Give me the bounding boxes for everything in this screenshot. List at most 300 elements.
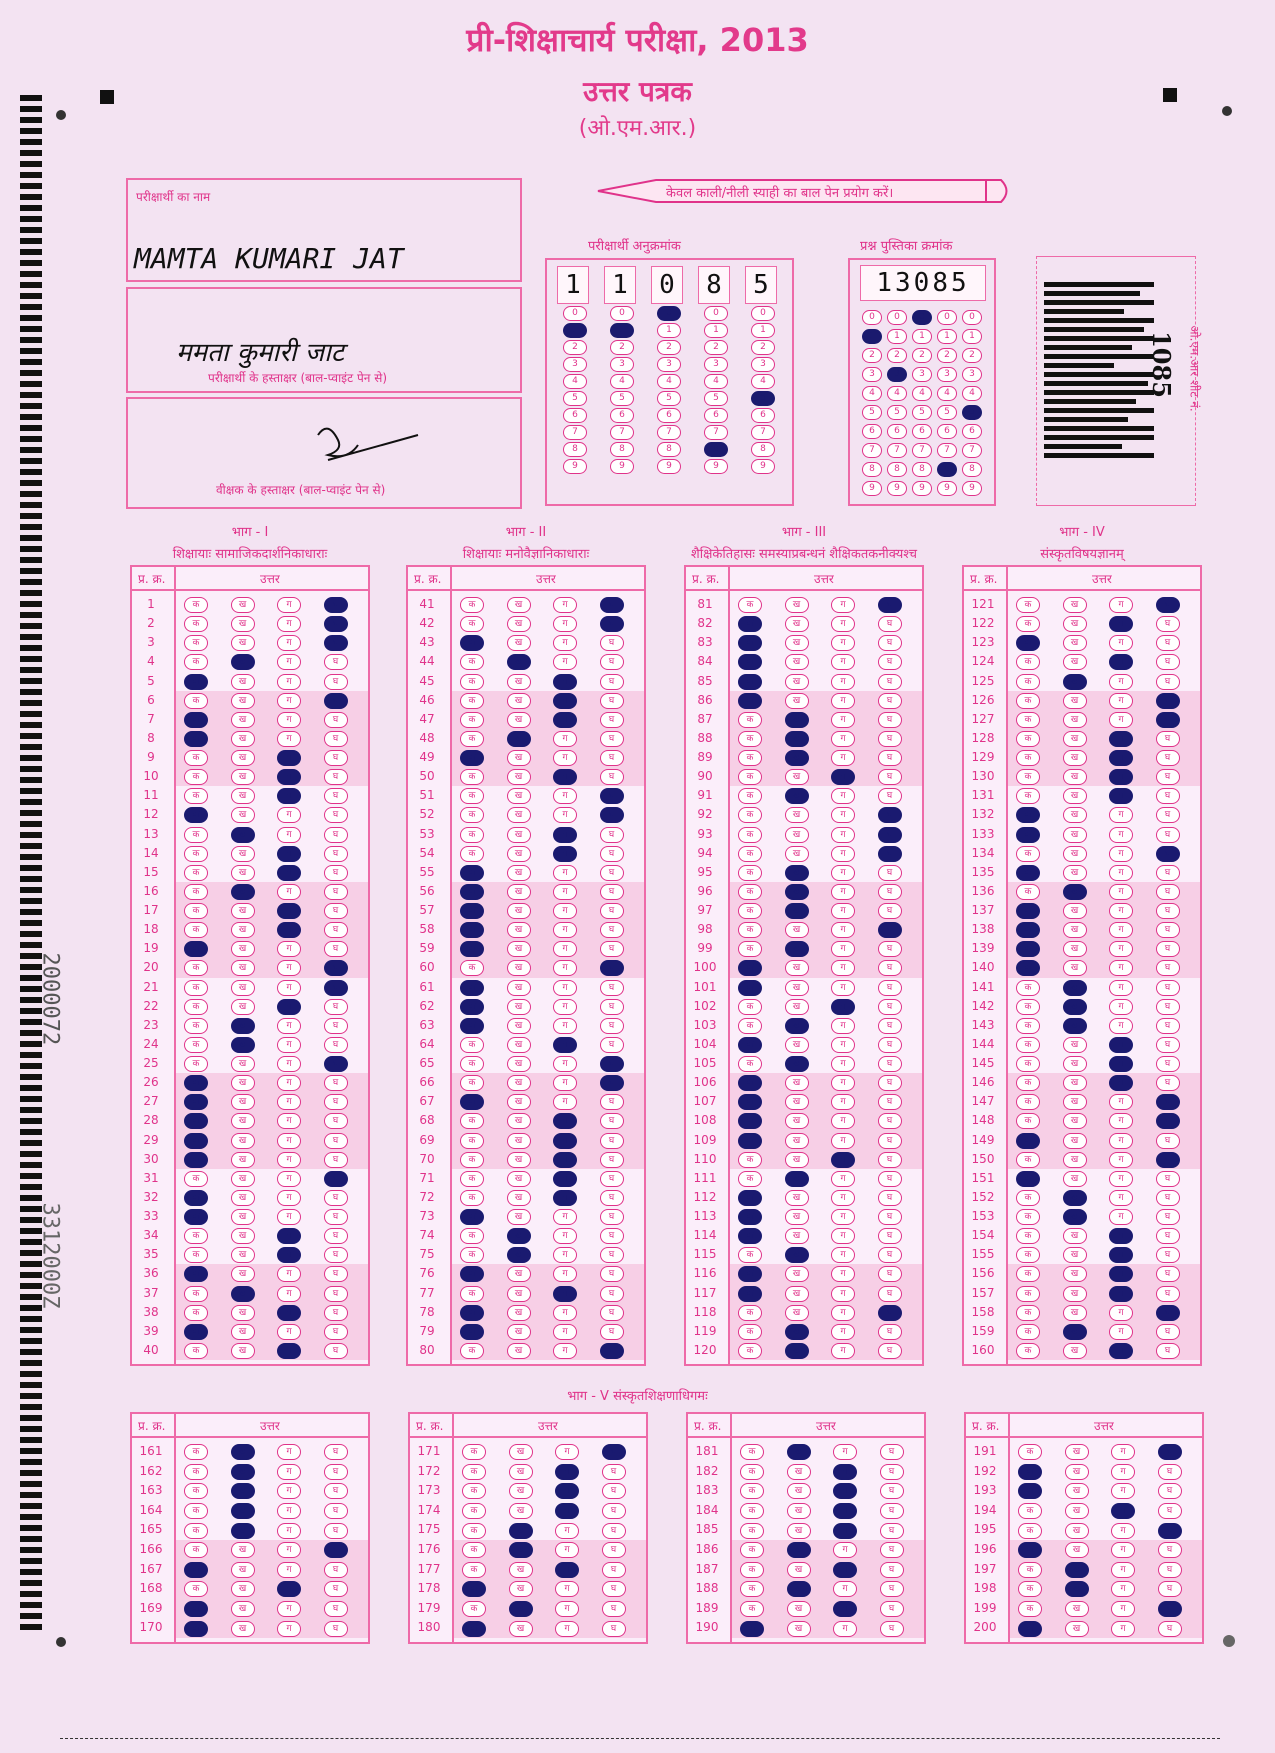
- answer-bubble[interactable]: घ: [324, 846, 348, 862]
- answer-bubble[interactable]: ख: [785, 750, 809, 766]
- answer-bubble[interactable]: ग: [1109, 1343, 1133, 1359]
- booklet-digit-bubble[interactable]: 3: [962, 367, 982, 382]
- answer-bubble[interactable]: ग: [831, 1152, 855, 1168]
- answer-bubble[interactable]: घ: [1156, 960, 1180, 976]
- answer-bubble[interactable]: घ: [878, 903, 902, 919]
- answer-bubble[interactable]: क: [184, 1266, 208, 1282]
- answer-bubble[interactable]: ख: [785, 1171, 809, 1187]
- answer-bubble[interactable]: घ: [600, 1018, 624, 1034]
- answer-bubble[interactable]: ख: [231, 941, 255, 957]
- answer-bubble[interactable]: ग: [555, 1621, 579, 1637]
- answer-bubble[interactable]: घ: [1156, 1266, 1180, 1282]
- answer-bubble[interactable]: घ: [324, 884, 348, 900]
- answer-bubble[interactable]: ख: [787, 1444, 811, 1460]
- answer-bubble[interactable]: ग: [1109, 1018, 1133, 1034]
- roll-digit-bubble[interactable]: 3: [563, 357, 587, 372]
- answer-bubble[interactable]: क: [184, 1094, 208, 1110]
- answer-bubble[interactable]: घ: [1156, 884, 1180, 900]
- answer-bubble[interactable]: ग: [553, 635, 577, 651]
- answer-bubble[interactable]: ख: [507, 1247, 531, 1263]
- answer-bubble[interactable]: ख: [231, 1562, 255, 1578]
- answer-bubble[interactable]: ख: [785, 674, 809, 690]
- answer-bubble[interactable]: ख: [231, 1266, 255, 1282]
- answer-bubble[interactable]: घ: [1158, 1621, 1182, 1637]
- booklet-digit-bubble[interactable]: 4: [962, 386, 982, 401]
- answer-bubble[interactable]: ग: [277, 769, 301, 785]
- answer-bubble[interactable]: घ: [600, 1343, 624, 1359]
- roll-digit-bubble[interactable]: 2: [657, 340, 681, 355]
- roll-digit-box[interactable]: 8: [698, 266, 730, 304]
- answer-bubble[interactable]: क: [738, 750, 762, 766]
- answer-bubble[interactable]: घ: [878, 1018, 902, 1034]
- booklet-digit-bubble[interactable]: 2: [962, 348, 982, 363]
- answer-bubble[interactable]: क: [184, 865, 208, 881]
- answer-bubble[interactable]: ख: [785, 1343, 809, 1359]
- booklet-digit-bubble[interactable]: 1: [887, 329, 907, 344]
- answer-bubble[interactable]: क: [1016, 865, 1040, 881]
- answer-bubble[interactable]: घ: [600, 999, 624, 1015]
- answer-bubble[interactable]: क: [184, 903, 208, 919]
- answer-bubble[interactable]: ग: [831, 941, 855, 957]
- answer-bubble[interactable]: ग: [1109, 1324, 1133, 1340]
- answer-bubble[interactable]: ग: [831, 1190, 855, 1206]
- answer-bubble[interactable]: घ: [878, 693, 902, 709]
- roll-digit-bubble[interactable]: 5: [610, 391, 634, 406]
- answer-bubble[interactable]: ग: [831, 1324, 855, 1340]
- answer-bubble[interactable]: क: [460, 597, 484, 613]
- answer-bubble[interactable]: ग: [553, 597, 577, 613]
- answer-bubble[interactable]: ग: [833, 1464, 857, 1480]
- answer-bubble[interactable]: क: [1016, 807, 1040, 823]
- answer-bubble[interactable]: घ: [600, 1075, 624, 1091]
- answer-bubble[interactable]: ख: [231, 922, 255, 938]
- answer-bubble[interactable]: ख: [1065, 1621, 1089, 1637]
- answer-bubble[interactable]: घ: [600, 903, 624, 919]
- answer-bubble[interactable]: क: [184, 597, 208, 613]
- roll-digit-bubble[interactable]: 8: [563, 442, 587, 457]
- answer-bubble[interactable]: ग: [1109, 750, 1133, 766]
- answer-bubble[interactable]: ख: [231, 1190, 255, 1206]
- answer-bubble[interactable]: क: [738, 980, 762, 996]
- answer-bubble[interactable]: ख: [231, 865, 255, 881]
- answer-bubble[interactable]: घ: [880, 1444, 904, 1460]
- answer-bubble[interactable]: क: [184, 999, 208, 1015]
- answer-bubble[interactable]: क: [184, 712, 208, 728]
- answer-bubble[interactable]: ख: [1065, 1542, 1089, 1558]
- answer-bubble[interactable]: क: [738, 922, 762, 938]
- answer-bubble[interactable]: क: [1018, 1444, 1042, 1460]
- answer-bubble[interactable]: घ: [1156, 1286, 1180, 1302]
- answer-bubble[interactable]: घ: [324, 1133, 348, 1149]
- answer-bubble[interactable]: ख: [785, 1075, 809, 1091]
- answer-bubble[interactable]: घ: [324, 750, 348, 766]
- answer-bubble[interactable]: ख: [785, 884, 809, 900]
- answer-bubble[interactable]: ग: [555, 1503, 579, 1519]
- answer-bubble[interactable]: ग: [831, 731, 855, 747]
- answer-bubble[interactable]: क: [184, 1133, 208, 1149]
- answer-bubble[interactable]: ख: [507, 1113, 531, 1129]
- answer-bubble[interactable]: घ: [602, 1464, 626, 1480]
- answer-bubble[interactable]: ग: [833, 1581, 857, 1597]
- answer-bubble[interactable]: घ: [324, 980, 348, 996]
- answer-bubble[interactable]: ग: [555, 1562, 579, 1578]
- answer-bubble[interactable]: ख: [507, 903, 531, 919]
- answer-bubble[interactable]: क: [1016, 1171, 1040, 1187]
- answer-bubble[interactable]: घ: [878, 731, 902, 747]
- answer-bubble[interactable]: क: [738, 1266, 762, 1282]
- answer-bubble[interactable]: क: [184, 1464, 208, 1480]
- answer-bubble[interactable]: क: [184, 1056, 208, 1072]
- roll-digit-bubble[interactable]: 4: [704, 374, 728, 389]
- answer-bubble[interactable]: क: [1016, 654, 1040, 670]
- answer-bubble[interactable]: घ: [878, 846, 902, 862]
- answer-bubble[interactable]: ख: [787, 1523, 811, 1539]
- answer-bubble[interactable]: घ: [1156, 1018, 1180, 1034]
- booklet-digit-bubble[interactable]: 5: [962, 405, 982, 420]
- answer-bubble[interactable]: ख: [507, 693, 531, 709]
- booklet-digit-bubble[interactable]: 5: [937, 405, 957, 420]
- booklet-number-grid[interactable]: [848, 258, 996, 506]
- answer-bubble[interactable]: ग: [831, 1037, 855, 1053]
- answer-bubble[interactable]: घ: [600, 1228, 624, 1244]
- answer-bubble[interactable]: ख: [507, 1343, 531, 1359]
- answer-bubble[interactable]: ख: [785, 635, 809, 651]
- answer-bubble[interactable]: घ: [1156, 1305, 1180, 1321]
- answer-bubble[interactable]: ग: [1109, 1113, 1133, 1129]
- answer-bubble[interactable]: ग: [1109, 1171, 1133, 1187]
- roll-digit-bubble[interactable]: 1: [704, 323, 728, 338]
- answer-bubble[interactable]: घ: [1156, 1133, 1180, 1149]
- answer-bubble[interactable]: ग: [1111, 1503, 1135, 1519]
- answer-bubble[interactable]: क: [738, 731, 762, 747]
- answer-bubble[interactable]: क: [460, 1075, 484, 1091]
- answer-bubble[interactable]: क: [184, 941, 208, 957]
- answer-bubble[interactable]: क: [462, 1464, 486, 1480]
- answer-bubble[interactable]: घ: [1156, 1190, 1180, 1206]
- answer-bubble[interactable]: घ: [878, 1343, 902, 1359]
- answer-bubble[interactable]: ग: [277, 807, 301, 823]
- answer-bubble[interactable]: ग: [831, 788, 855, 804]
- answer-bubble[interactable]: ख: [1063, 788, 1087, 804]
- answer-bubble[interactable]: घ: [324, 1464, 348, 1480]
- answer-bubble[interactable]: क: [184, 1152, 208, 1168]
- answer-bubble[interactable]: ख: [507, 941, 531, 957]
- answer-bubble[interactable]: ग: [553, 865, 577, 881]
- answer-bubble[interactable]: घ: [878, 616, 902, 632]
- answer-bubble[interactable]: क: [740, 1601, 764, 1617]
- answer-bubble[interactable]: घ: [600, 1266, 624, 1282]
- answer-bubble[interactable]: घ: [1156, 903, 1180, 919]
- roll-digit-bubble[interactable]: 1: [657, 323, 681, 338]
- answer-bubble[interactable]: क: [1016, 1037, 1040, 1053]
- answer-bubble[interactable]: घ: [1156, 693, 1180, 709]
- answer-bubble[interactable]: क: [184, 1171, 208, 1187]
- answer-bubble[interactable]: क: [1016, 674, 1040, 690]
- answer-bubble[interactable]: घ: [602, 1621, 626, 1637]
- answer-bubble[interactable]: ख: [507, 999, 531, 1015]
- answer-bubble[interactable]: क: [460, 1190, 484, 1206]
- answer-bubble[interactable]: क: [462, 1601, 486, 1617]
- answer-bubble[interactable]: क: [460, 941, 484, 957]
- answer-bubble[interactable]: ग: [277, 1228, 301, 1244]
- answer-bubble[interactable]: क: [1016, 788, 1040, 804]
- answer-bubble[interactable]: घ: [878, 750, 902, 766]
- answer-bubble[interactable]: ख: [507, 1133, 531, 1149]
- answer-bubble[interactable]: घ: [600, 865, 624, 881]
- answer-bubble[interactable]: ग: [277, 1562, 301, 1578]
- answer-bubble[interactable]: ग: [831, 635, 855, 651]
- roll-digit-box[interactable]: 5: [745, 266, 777, 304]
- answer-bubble[interactable]: ख: [785, 827, 809, 843]
- answer-bubble[interactable]: ख: [231, 807, 255, 823]
- answer-bubble[interactable]: घ: [324, 597, 348, 613]
- answer-bubble[interactable]: क: [184, 1018, 208, 1034]
- answer-bubble[interactable]: ख: [231, 1503, 255, 1519]
- answer-bubble[interactable]: ख: [1063, 1075, 1087, 1091]
- answer-bubble[interactable]: घ: [602, 1562, 626, 1578]
- answer-bubble[interactable]: ख: [231, 1171, 255, 1187]
- answer-bubble[interactable]: क: [1016, 1056, 1040, 1072]
- answer-bubble[interactable]: क: [1018, 1601, 1042, 1617]
- booklet-digit-bubble[interactable]: 7: [912, 443, 932, 458]
- answer-bubble[interactable]: ग: [277, 750, 301, 766]
- answer-bubble[interactable]: ग: [831, 1133, 855, 1149]
- answer-bubble[interactable]: घ: [602, 1444, 626, 1460]
- answer-bubble[interactable]: घ: [1156, 827, 1180, 843]
- answer-bubble[interactable]: क: [184, 846, 208, 862]
- answer-bubble[interactable]: ख: [231, 980, 255, 996]
- answer-bubble[interactable]: क: [184, 1601, 208, 1617]
- answer-bubble[interactable]: क: [1016, 1018, 1040, 1034]
- answer-bubble[interactable]: क: [740, 1621, 764, 1637]
- answer-bubble[interactable]: क: [184, 769, 208, 785]
- answer-bubble[interactable]: ग: [1109, 1037, 1133, 1053]
- answer-bubble[interactable]: घ: [600, 1133, 624, 1149]
- answer-bubble[interactable]: ग: [1109, 1190, 1133, 1206]
- answer-bubble[interactable]: घ: [324, 1171, 348, 1187]
- answer-bubble[interactable]: घ: [1156, 941, 1180, 957]
- booklet-digit-bubble[interactable]: 5: [912, 405, 932, 420]
- answer-bubble[interactable]: घ: [1156, 846, 1180, 862]
- answer-bubble[interactable]: ग: [277, 1542, 301, 1558]
- answer-bubble[interactable]: क: [460, 1133, 484, 1149]
- answer-bubble[interactable]: क: [740, 1503, 764, 1519]
- answer-bubble[interactable]: ग: [1109, 1152, 1133, 1168]
- answer-bubble[interactable]: क: [738, 1075, 762, 1091]
- answer-bubble[interactable]: ग: [831, 1113, 855, 1129]
- answer-bubble[interactable]: क: [184, 807, 208, 823]
- answer-bubble[interactable]: घ: [878, 1037, 902, 1053]
- answer-bubble[interactable]: क: [460, 1094, 484, 1110]
- answer-bubble[interactable]: ख: [507, 865, 531, 881]
- answer-bubble[interactable]: घ: [600, 769, 624, 785]
- answer-bubble[interactable]: ग: [277, 1133, 301, 1149]
- answer-bubble[interactable]: ग: [831, 807, 855, 823]
- answer-bubble[interactable]: क: [460, 865, 484, 881]
- answer-bubble[interactable]: ग: [277, 1324, 301, 1340]
- roll-digit-bubble[interactable]: 4: [563, 374, 587, 389]
- answer-bubble[interactable]: क: [462, 1444, 486, 1460]
- answer-bubble[interactable]: ग: [553, 769, 577, 785]
- answer-bubble[interactable]: घ: [600, 1152, 624, 1168]
- answer-bubble[interactable]: क: [460, 635, 484, 651]
- answer-bubble[interactable]: घ: [1156, 1094, 1180, 1110]
- answer-bubble[interactable]: घ: [1156, 1324, 1180, 1340]
- answer-bubble[interactable]: क: [1016, 1266, 1040, 1282]
- roll-digit-bubble[interactable]: 5: [704, 391, 728, 406]
- answer-bubble[interactable]: क: [1016, 999, 1040, 1015]
- answer-bubble[interactable]: क: [1018, 1464, 1042, 1480]
- answer-bubble[interactable]: ख: [1063, 1152, 1087, 1168]
- answer-bubble[interactable]: ख: [785, 1228, 809, 1244]
- answer-bubble[interactable]: घ: [878, 1286, 902, 1302]
- answer-bubble[interactable]: घ: [600, 960, 624, 976]
- roll-digit-bubble[interactable]: 9: [751, 459, 775, 474]
- answer-bubble[interactable]: क: [460, 999, 484, 1015]
- roll-digit-bubble[interactable]: 8: [704, 442, 728, 457]
- roll-digit-bubble[interactable]: 2: [751, 340, 775, 355]
- answer-bubble[interactable]: ग: [833, 1503, 857, 1519]
- answer-bubble[interactable]: ख: [787, 1562, 811, 1578]
- answer-bubble[interactable]: ग: [1111, 1621, 1135, 1637]
- answer-bubble[interactable]: घ: [324, 1247, 348, 1263]
- answer-bubble[interactable]: ग: [831, 1209, 855, 1225]
- answer-bubble[interactable]: घ: [324, 1324, 348, 1340]
- answer-bubble[interactable]: क: [1018, 1503, 1042, 1519]
- booklet-digit-bubble[interactable]: 0: [887, 310, 907, 325]
- answer-bubble[interactable]: घ: [324, 999, 348, 1015]
- answer-bubble[interactable]: क: [738, 999, 762, 1015]
- answer-bubble[interactable]: घ: [1156, 1056, 1180, 1072]
- booklet-digit-bubble[interactable]: 8: [912, 462, 932, 477]
- answer-bubble[interactable]: ख: [231, 1464, 255, 1480]
- answer-bubble[interactable]: ख: [231, 1247, 255, 1263]
- answer-bubble[interactable]: ग: [553, 960, 577, 976]
- answer-bubble[interactable]: घ: [324, 1209, 348, 1225]
- roll-digit-bubble[interactable]: 9: [610, 459, 634, 474]
- answer-bubble[interactable]: ग: [277, 846, 301, 862]
- answer-bubble[interactable]: क: [184, 1562, 208, 1578]
- booklet-digit-bubble[interactable]: 1: [962, 329, 982, 344]
- answer-bubble[interactable]: क: [1018, 1483, 1042, 1499]
- answer-bubble[interactable]: ख: [231, 1523, 255, 1539]
- answer-bubble[interactable]: ख: [507, 788, 531, 804]
- answer-bubble[interactable]: ख: [1063, 616, 1087, 632]
- answer-bubble[interactable]: घ: [600, 654, 624, 670]
- answer-bubble[interactable]: क: [184, 1581, 208, 1597]
- roll-number-grid[interactable]: [545, 258, 794, 506]
- answer-bubble[interactable]: घ: [324, 1305, 348, 1321]
- answer-bubble[interactable]: क: [462, 1523, 486, 1539]
- answer-bubble[interactable]: घ: [600, 731, 624, 747]
- roll-digit-bubble[interactable]: 4: [657, 374, 681, 389]
- answer-bubble[interactable]: घ: [1156, 788, 1180, 804]
- answer-bubble[interactable]: घ: [600, 1247, 624, 1263]
- answer-bubble[interactable]: क: [184, 1444, 208, 1460]
- answer-bubble[interactable]: ग: [1111, 1542, 1135, 1558]
- answer-bubble[interactable]: घ: [878, 1113, 902, 1129]
- answer-bubble[interactable]: घ: [878, 1075, 902, 1091]
- answer-bubble[interactable]: ग: [553, 1324, 577, 1340]
- answer-bubble[interactable]: ख: [1063, 1037, 1087, 1053]
- answer-bubble[interactable]: ग: [277, 693, 301, 709]
- answer-bubble[interactable]: ग: [277, 1601, 301, 1617]
- booklet-digit-bubble[interactable]: 9: [887, 481, 907, 496]
- answer-bubble[interactable]: क: [740, 1483, 764, 1499]
- answer-bubble[interactable]: ख: [1063, 1343, 1087, 1359]
- answer-bubble[interactable]: ख: [1063, 827, 1087, 843]
- answer-bubble[interactable]: घ: [1158, 1601, 1182, 1617]
- answer-bubble[interactable]: ग: [555, 1444, 579, 1460]
- answer-bubble[interactable]: ग: [831, 1018, 855, 1034]
- answer-bubble[interactable]: घ: [878, 884, 902, 900]
- answer-bubble[interactable]: ख: [507, 827, 531, 843]
- answer-bubble[interactable]: घ: [324, 635, 348, 651]
- answer-bubble[interactable]: ग: [277, 1113, 301, 1129]
- answer-bubble[interactable]: ग: [1109, 1228, 1133, 1244]
- answer-bubble[interactable]: क: [1016, 827, 1040, 843]
- answer-bubble[interactable]: ग: [553, 1305, 577, 1321]
- answer-bubble[interactable]: क: [460, 1228, 484, 1244]
- answer-bubble[interactable]: क: [460, 1286, 484, 1302]
- answer-bubble[interactable]: क: [738, 807, 762, 823]
- booklet-digit-bubble[interactable]: 6: [887, 424, 907, 439]
- answer-bubble[interactable]: ख: [1063, 1190, 1087, 1206]
- answer-bubble[interactable]: ग: [277, 597, 301, 613]
- answer-bubble[interactable]: ग: [831, 884, 855, 900]
- answer-bubble[interactable]: ख: [231, 750, 255, 766]
- answer-bubble[interactable]: ख: [231, 1037, 255, 1053]
- answer-bubble[interactable]: क: [184, 674, 208, 690]
- answer-bubble[interactable]: ख: [231, 1018, 255, 1034]
- answer-bubble[interactable]: ग: [1111, 1464, 1135, 1480]
- answer-bubble[interactable]: क: [184, 693, 208, 709]
- answer-bubble[interactable]: घ: [324, 1621, 348, 1637]
- answer-bubble[interactable]: ग: [277, 1581, 301, 1597]
- answer-bubble[interactable]: ग: [553, 788, 577, 804]
- answer-bubble[interactable]: ग: [277, 827, 301, 843]
- answer-bubble[interactable]: घ: [878, 712, 902, 728]
- answer-bubble[interactable]: घ: [878, 654, 902, 670]
- answer-bubble[interactable]: ख: [1063, 635, 1087, 651]
- answer-bubble[interactable]: ख: [231, 1542, 255, 1558]
- answer-bubble[interactable]: ग: [555, 1542, 579, 1558]
- answer-bubble[interactable]: क: [738, 654, 762, 670]
- answer-bubble[interactable]: घ: [602, 1523, 626, 1539]
- answer-bubble[interactable]: ग: [831, 865, 855, 881]
- answer-bubble[interactable]: ख: [1065, 1483, 1089, 1499]
- answer-bubble[interactable]: ग: [553, 903, 577, 919]
- answer-bubble[interactable]: क: [738, 884, 762, 900]
- answer-bubble[interactable]: क: [460, 1037, 484, 1053]
- answer-bubble[interactable]: ग: [1109, 846, 1133, 862]
- answer-bubble[interactable]: ख: [785, 1094, 809, 1110]
- answer-bubble[interactable]: घ: [878, 1133, 902, 1149]
- answer-bubble[interactable]: ग: [553, 884, 577, 900]
- answer-bubble[interactable]: घ: [880, 1562, 904, 1578]
- answer-bubble[interactable]: ग: [553, 1133, 577, 1149]
- answer-bubble[interactable]: क: [460, 654, 484, 670]
- answer-bubble[interactable]: ग: [553, 750, 577, 766]
- answer-bubble[interactable]: ख: [507, 769, 531, 785]
- answer-bubble[interactable]: क: [1016, 1209, 1040, 1225]
- answer-bubble[interactable]: ख: [1065, 1562, 1089, 1578]
- answer-bubble[interactable]: क: [1016, 903, 1040, 919]
- roll-digit-bubble[interactable]: 8: [751, 442, 775, 457]
- roll-digit-bubble[interactable]: 1: [751, 323, 775, 338]
- answer-bubble[interactable]: ख: [231, 1581, 255, 1597]
- answer-bubble[interactable]: ग: [277, 1171, 301, 1187]
